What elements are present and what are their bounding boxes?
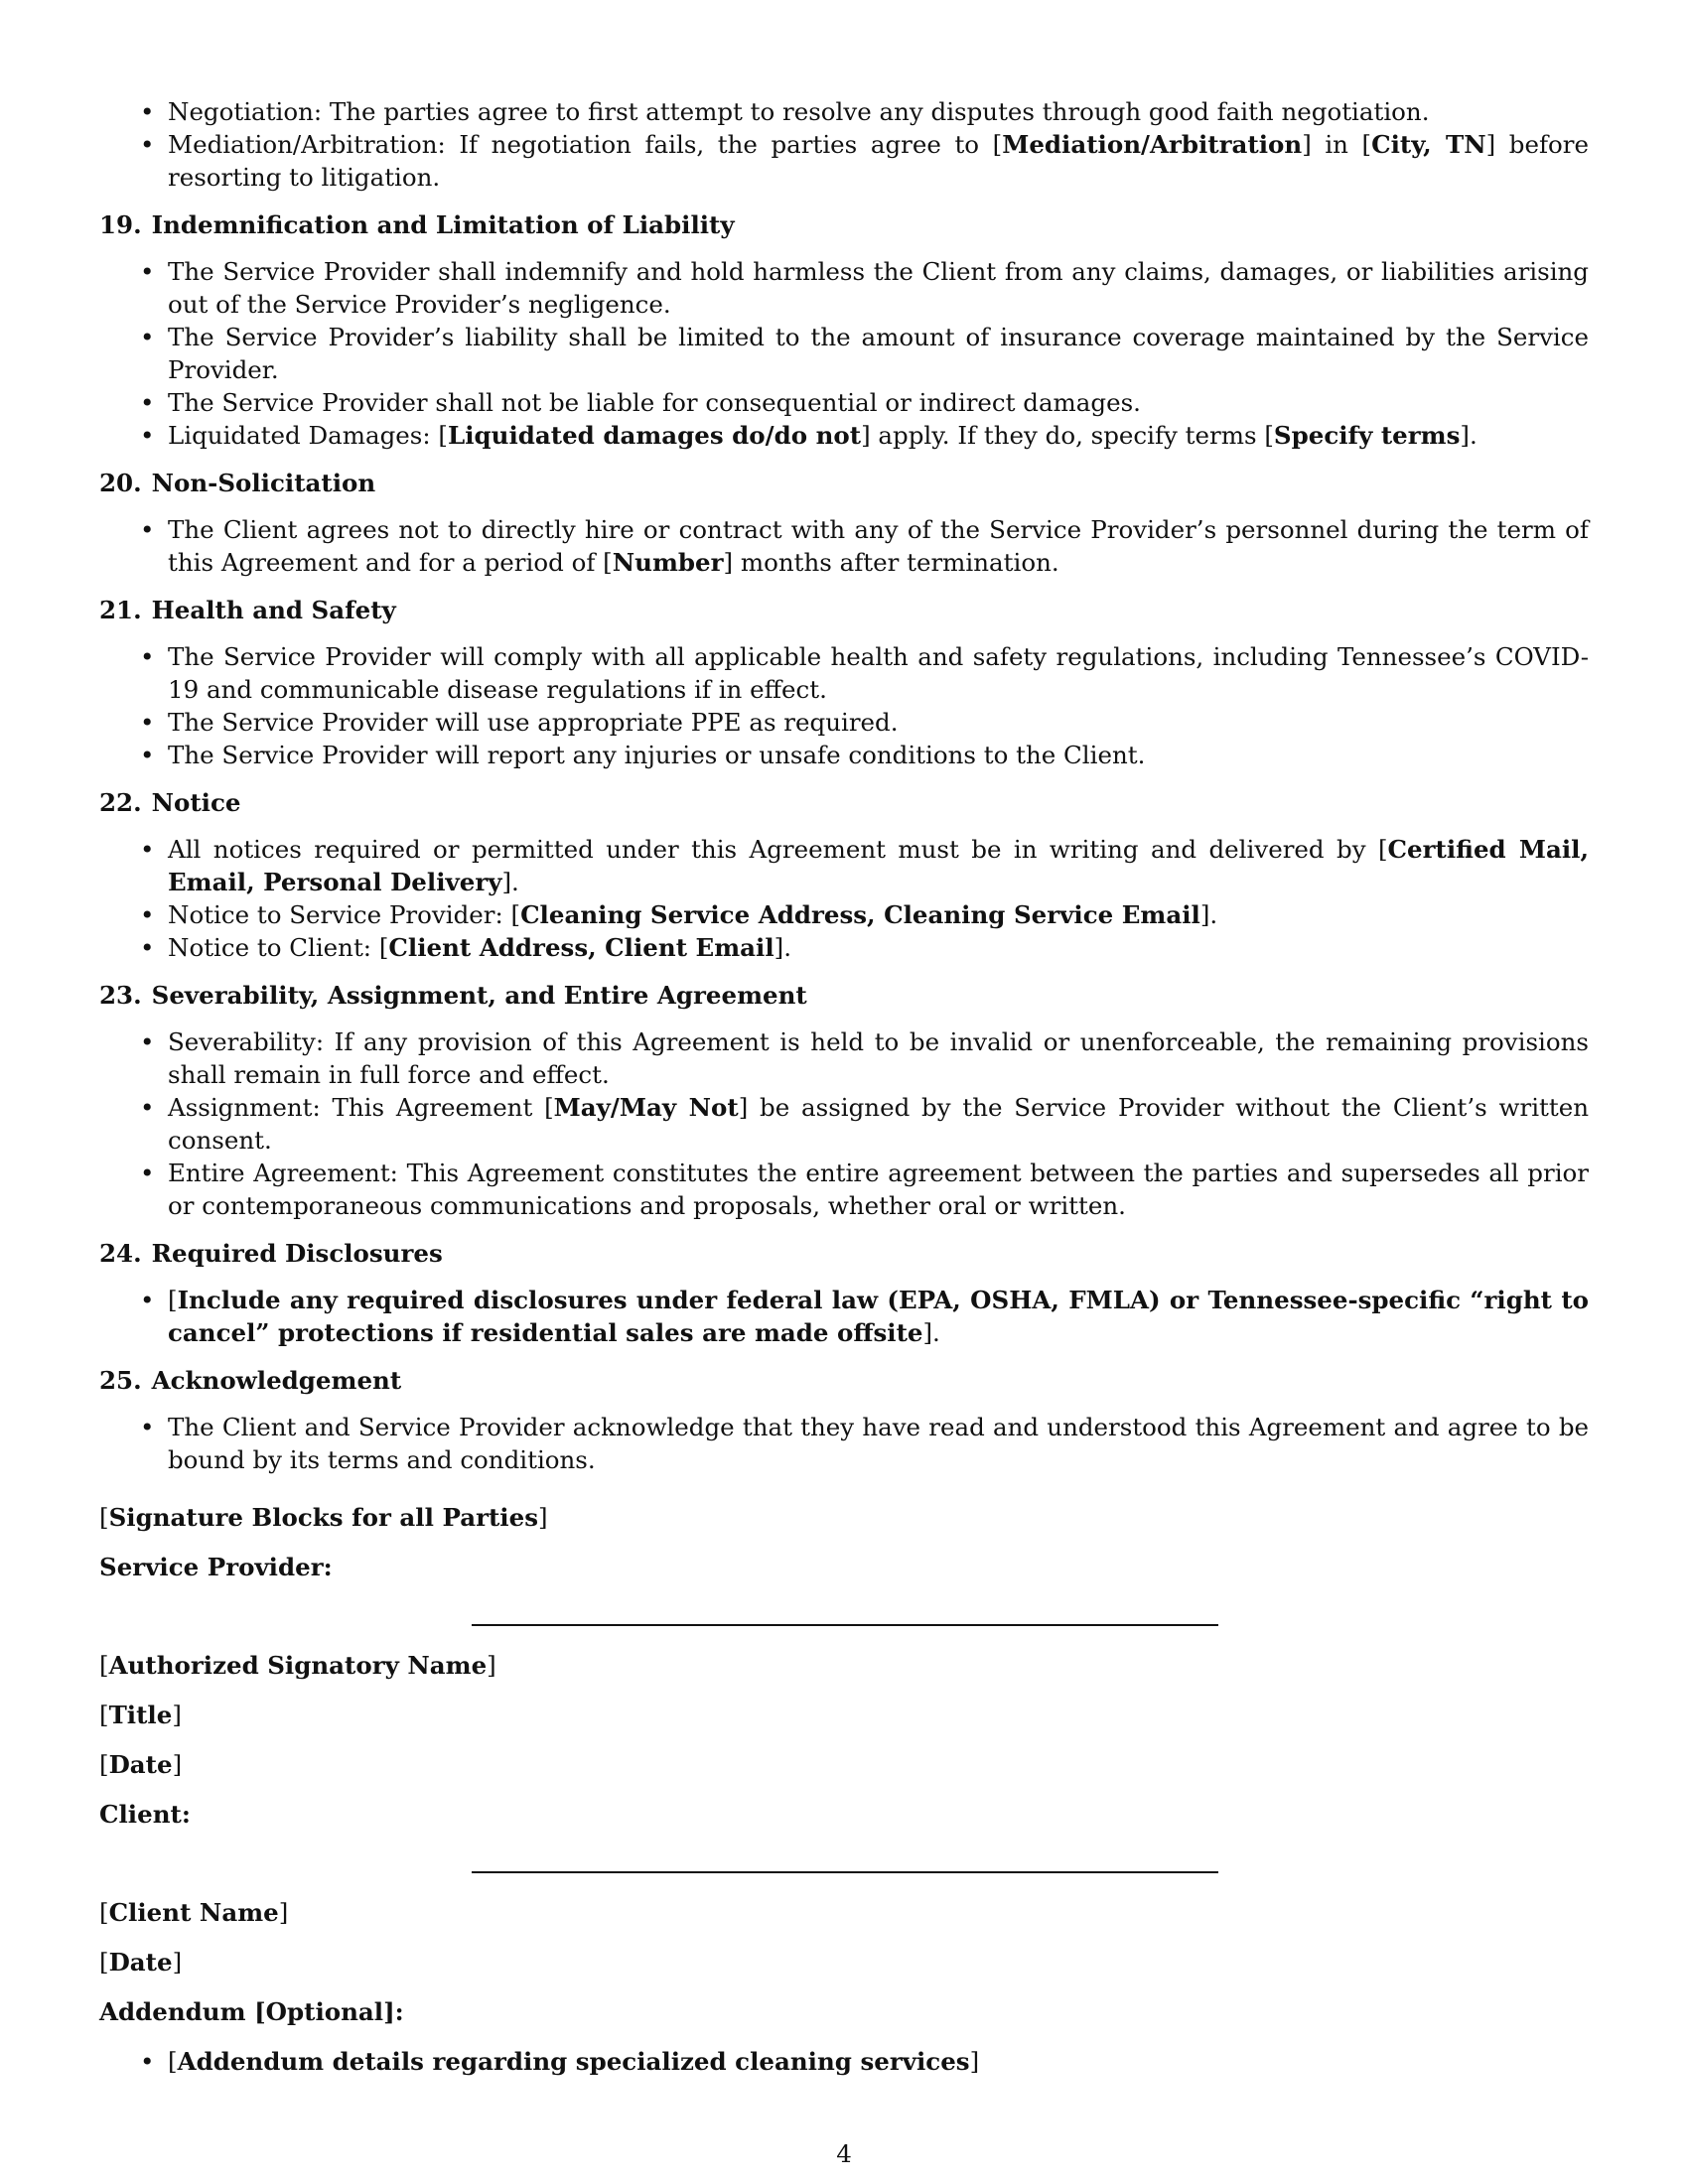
list-item: • The Service Provider will use appropriate PPE as required. <box>168 706 1589 739</box>
list-item: • Severability: If any provision of this Agreement is held to be invalid or unenforceable, the remaining provisions shall remain in full force and effect. <box>168 1025 1589 1091</box>
authorized-signatory-name: [Authorized Signatory Name] <box>99 1651 496 1680</box>
signature-blocks-heading: [Signature Blocks for all Parties] <box>99 1503 548 1532</box>
provider-date: [Date] <box>99 1750 183 1779</box>
list-item: • [Addendum details regarding specialized cleaning services] <box>168 2045 1589 2078</box>
list-item: • Notice to Client: [Client Address, Client Email]. <box>168 931 1589 964</box>
list-item: • All notices required or permitted under this Agreement must be in writing and delivered by [Certified Mail, Email, Personal Delivery]. <box>168 833 1589 898</box>
list-item: • Negotiation: The parties agree to first attempt to resolve any disputes through good faith negotiation. <box>168 95 1589 128</box>
section-heading-23: 23. Severability, Assignment, and Entire Agreement <box>99 981 807 1010</box>
section-heading-25: 25. Acknowledgement <box>99 1366 402 1395</box>
service-provider-signature-line <box>472 1624 1218 1626</box>
list-item: • The Service Provider will report any injuries or unsafe conditions to the Client. <box>168 739 1589 771</box>
list-item: • Mediation/Arbitration: If negotiation fails, the parties agree to [Mediation/Arbitration] in [City, TN] before resorting to litigation. <box>168 128 1589 194</box>
section-heading-22: 22. Notice <box>99 788 241 817</box>
client-date: [Date] <box>99 1948 183 1977</box>
addendum-list <box>99 2045 1589 2078</box>
document-body <box>99 95 1589 1476</box>
section-25-list <box>99 1411 1589 1476</box>
addendum-label: Addendum [Optional]: <box>99 1997 404 2026</box>
section-heading-20: 20. Non-Solicitation <box>99 469 376 497</box>
section-20-list <box>99 513 1589 579</box>
section-22-list <box>99 833 1589 964</box>
list-item: • The Service Provider shall indemnify and hold harmless the Client from any claims, damages, or liabilities arising out of the Service Provider’s negligence. <box>168 255 1589 321</box>
list-item: • The Service Provider shall not be liable for consequential or indirect damages. <box>168 386 1589 419</box>
list-item: • The Client agrees not to directly hire or contract with any of the Service Provider’s personnel during the term of this Agreement and for a period of [Number] months after termination. <box>168 513 1589 579</box>
page-number: 4 <box>836 2139 852 2168</box>
client-label: Client: <box>99 1800 191 1829</box>
list-item: • Liquidated Damages: [Liquidated damages do/do not] apply. If they do, specify terms [Specify terms]. <box>168 419 1589 452</box>
list-item: • Notice to Service Provider: [Cleaning Service Address, Cleaning Service Email]. <box>168 898 1589 931</box>
client-name: [Client Name] <box>99 1898 289 1927</box>
section-23-list <box>99 1025 1589 1222</box>
list-item: • Entire Agreement: This Agreement constitutes the entire agreement between the parties and supersedes all prior or contemporaneous communications and proposals, whether oral or written. <box>168 1157 1589 1222</box>
section-heading-21: 21. Health and Safety <box>99 596 396 624</box>
section-21-list <box>99 640 1589 771</box>
section-heading-19: 19. Indemnification and Limitation of Liability <box>99 210 735 239</box>
service-provider-label: Service Provider: <box>99 1553 333 1581</box>
list-item: • Assignment: This Agreement [May/May Not] be assigned by the Service Provider without the Client’s written consent. <box>168 1091 1589 1157</box>
list-item: • The Service Provider will comply with all applicable health and safety regulations, including Tennessee’s COVID-19 and communicable disease regulations if in effect. <box>168 640 1589 706</box>
list-item: • [Include any required disclosures under federal law (EPA, OSHA, FMLA) or Tennessee-specific “right to cancel” protections if residential sales are made offsite]. <box>168 1284 1589 1349</box>
list-item: • The Service Provider’s liability shall be limited to the amount of insurance coverage maintained by the Service Provider. <box>168 321 1589 386</box>
addendum-list-container <box>99 2045 1589 2078</box>
provider-title: [Title] <box>99 1701 182 1729</box>
client-signature-line <box>472 1871 1218 1873</box>
section-24-list <box>99 1284 1589 1349</box>
section-19-list <box>99 255 1589 452</box>
list-item: • The Client and Service Provider acknowledge that they have read and understood this Agreement and agree to be bound by its terms and conditions. <box>168 1411 1589 1476</box>
section-heading-24: 24. Required Disclosures <box>99 1239 443 1268</box>
section-18-list <box>99 95 1589 194</box>
